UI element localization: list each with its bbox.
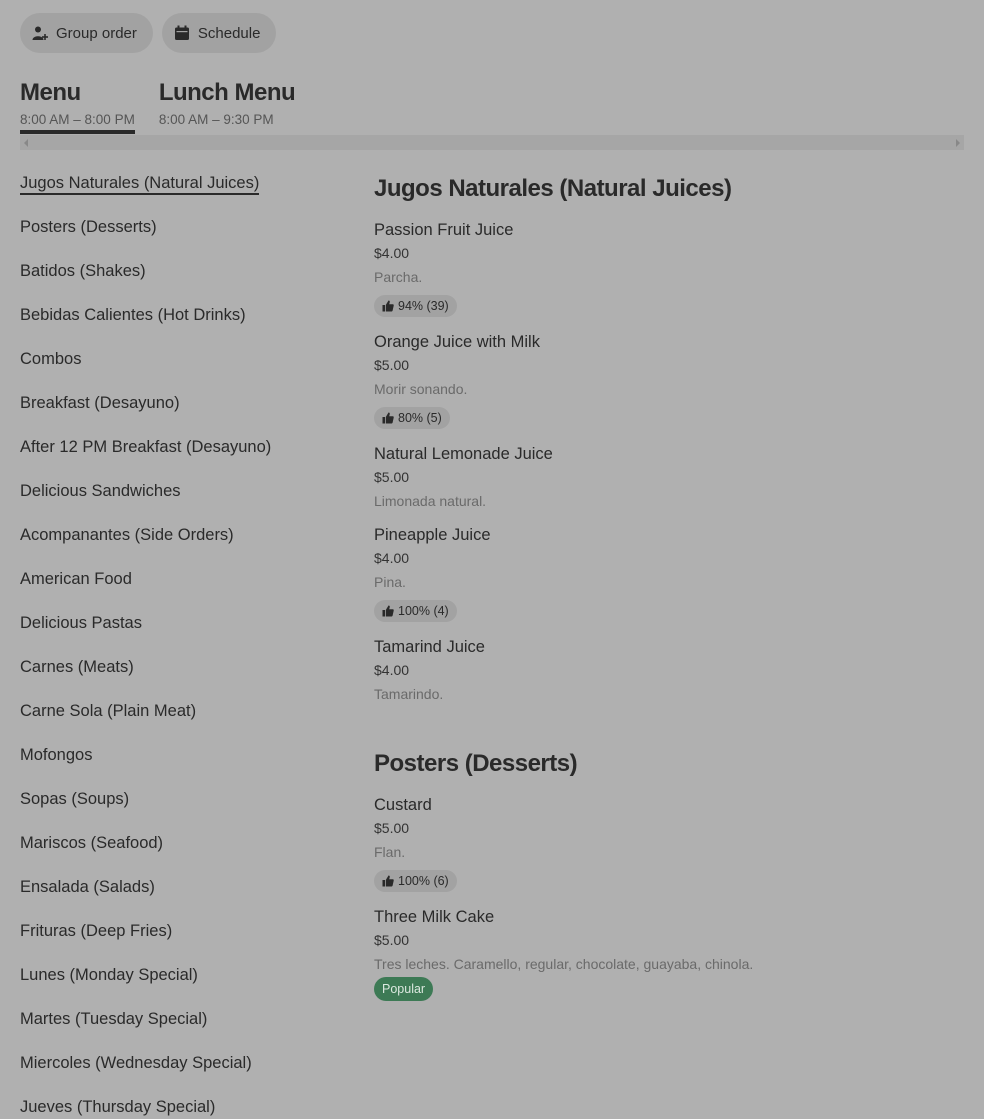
schedule-button[interactable]	[162, 13, 277, 53]
sidebar-item[interactable]	[20, 1096, 340, 1119]
sidebar-item[interactable]	[20, 832, 340, 876]
rating-badge	[374, 407, 450, 429]
sidebar-item[interactable]	[20, 348, 340, 392]
item-price: $4.00	[374, 662, 410, 678]
rating-text: 94% (39)	[398, 299, 449, 313]
item-name: Tamarind Juice	[374, 638, 485, 656]
sidebar-item-label: Frituras (Deep Fries)	[20, 922, 173, 940]
sidebar-item-label: Bebidas Calientes (Hot Drinks)	[20, 306, 246, 324]
sidebar-item[interactable]	[20, 876, 340, 920]
sidebar-item-label: Carnes (Meats)	[20, 658, 134, 676]
item-price: $5.00	[374, 932, 410, 948]
sidebar-item[interactable]	[20, 788, 340, 832]
thumbs-up-icon	[382, 875, 394, 887]
item-description: Tamarindo.	[374, 686, 444, 702]
sidebar-item[interactable]	[20, 744, 340, 788]
menu-content	[374, 173, 964, 1001]
sidebar-item-label: Jueves (Thursday Special)	[20, 1098, 216, 1116]
toolbar	[20, 13, 276, 53]
schedule-label: Schedule	[197, 24, 261, 42]
item-name: Natural Lemonade Juice	[374, 445, 553, 463]
sidebar-item[interactable]	[20, 920, 340, 964]
sidebar-item-label: Delicious Sandwiches	[20, 482, 181, 500]
sidebar-item-label: Martes (Tuesday Special)	[20, 1010, 208, 1028]
sidebar-item-label: Miercoles (Wednesday Special)	[20, 1054, 252, 1072]
item-name: Orange Juice with Milk	[374, 333, 540, 351]
category-sidebar	[20, 172, 340, 1119]
item-description: Limonada natural.	[374, 493, 487, 509]
item-description: Flan.	[374, 844, 406, 860]
sidebar-item-label: Mariscos (Seafood)	[20, 834, 164, 852]
item-name: Custard	[374, 796, 432, 814]
menu-tab-hours: 8:00 AM – 9:30 PM	[158, 112, 274, 127]
menu-tab-name: Menu	[20, 79, 81, 106]
sidebar-item[interactable]	[20, 524, 340, 568]
sidebar-item-label: Breakfast (Desayuno)	[20, 394, 180, 412]
item-name: Three Milk Cake	[374, 908, 495, 926]
sidebar-item[interactable]	[20, 700, 340, 744]
sidebar-item-label: Mofongos	[20, 746, 93, 764]
sidebar-item-label: Ensalada (Salads)	[20, 878, 155, 896]
sidebar-item-label: Posters (Desserts)	[20, 218, 157, 236]
sidebar-item[interactable]	[20, 172, 340, 216]
sidebar-item[interactable]	[20, 568, 340, 612]
rating-badge	[374, 870, 457, 892]
sidebar-item[interactable]	[20, 304, 340, 348]
menu-item[interactable]	[374, 906, 964, 1001]
item-name: Pineapple Juice	[374, 526, 491, 544]
sidebar-item[interactable]	[20, 260, 340, 304]
thumbs-up-icon	[382, 300, 394, 312]
sidebar-item[interactable]	[20, 392, 340, 436]
sidebar-item[interactable]	[20, 612, 340, 656]
group-order-button[interactable]	[20, 13, 153, 53]
menu-item[interactable]	[374, 794, 964, 892]
menu-tab-menu[interactable]	[20, 78, 135, 134]
scroll-left-icon[interactable]	[24, 139, 28, 147]
rating-text: 80% (5)	[398, 411, 442, 425]
sidebar-item-label: Batidos (Shakes)	[20, 262, 146, 280]
sidebar-item-label: Sopas (Soups)	[20, 790, 130, 808]
item-description: Morir sonando.	[374, 381, 468, 397]
item-price: $5.00	[374, 469, 410, 485]
sidebar-item[interactable]	[20, 656, 340, 700]
sidebar-item-label: Carne Sola (Plain Meat)	[20, 702, 197, 720]
menu-tabs	[20, 78, 295, 134]
sidebar-item[interactable]	[20, 480, 340, 524]
rating-text: 100% (4)	[398, 604, 449, 618]
sidebar-item-label: Acompanantes (Side Orders)	[20, 526, 234, 544]
menu-item[interactable]	[374, 524, 964, 622]
menu-tab-hours: 8:00 AM – 8:00 PM	[20, 112, 135, 134]
group-order-label: Group order	[56, 24, 137, 42]
item-price: $5.00	[374, 357, 410, 373]
menu-item[interactable]	[374, 219, 964, 317]
item-description: Pina.	[374, 574, 406, 590]
sidebar-item[interactable]	[20, 216, 340, 260]
item-price: $5.00	[374, 820, 410, 836]
sidebar-item[interactable]	[20, 1052, 340, 1096]
thumbs-up-icon	[382, 412, 394, 424]
sidebar-item-label: Lunes (Monday Special)	[20, 966, 198, 984]
menu-item[interactable]	[374, 636, 964, 703]
item-description: Parcha.	[374, 269, 423, 285]
sidebar-item-label: Combos	[20, 350, 82, 368]
thumbs-up-icon	[382, 605, 394, 617]
sidebar-item-label: American Food	[20, 570, 132, 588]
menu-tab-name: Lunch Menu	[158, 79, 296, 106]
horizontal-scrollbar[interactable]	[20, 135, 964, 150]
section-title: Jugos Naturales (Natural Juices)	[374, 175, 732, 202]
section-title: Posters (Desserts)	[374, 750, 578, 777]
popular-badge: Popular	[374, 977, 433, 1001]
rating-badge	[374, 295, 457, 317]
add-person-icon	[32, 25, 48, 41]
menu-item[interactable]	[374, 443, 964, 510]
sidebar-item-label: After 12 PM Breakfast (Desayuno)	[20, 438, 272, 456]
scroll-right-icon[interactable]	[956, 139, 960, 147]
sidebar-item[interactable]	[20, 1008, 340, 1052]
sidebar-item[interactable]	[20, 436, 340, 480]
rating-badge	[374, 600, 457, 622]
sidebar-item-label: Delicious Pastas	[20, 614, 142, 632]
menu-section	[374, 748, 964, 1001]
item-price: $4.00	[374, 245, 410, 261]
item-price: $4.00	[374, 550, 410, 566]
menu-section	[374, 173, 964, 703]
menu-tab-lunch-menu[interactable]	[159, 78, 295, 134]
calendar-icon	[174, 25, 190, 41]
item-description: Tres leches. Caramello, regular, chocolate, guayaba, chinola.	[374, 956, 754, 972]
item-name: Passion Fruit Juice	[374, 221, 514, 239]
sidebar-item[interactable]	[20, 964, 340, 1008]
sidebar-item-label: Jugos Naturales (Natural Juices)	[20, 174, 259, 195]
rating-text: 100% (6)	[398, 874, 449, 888]
menu-item[interactable]	[374, 331, 964, 429]
